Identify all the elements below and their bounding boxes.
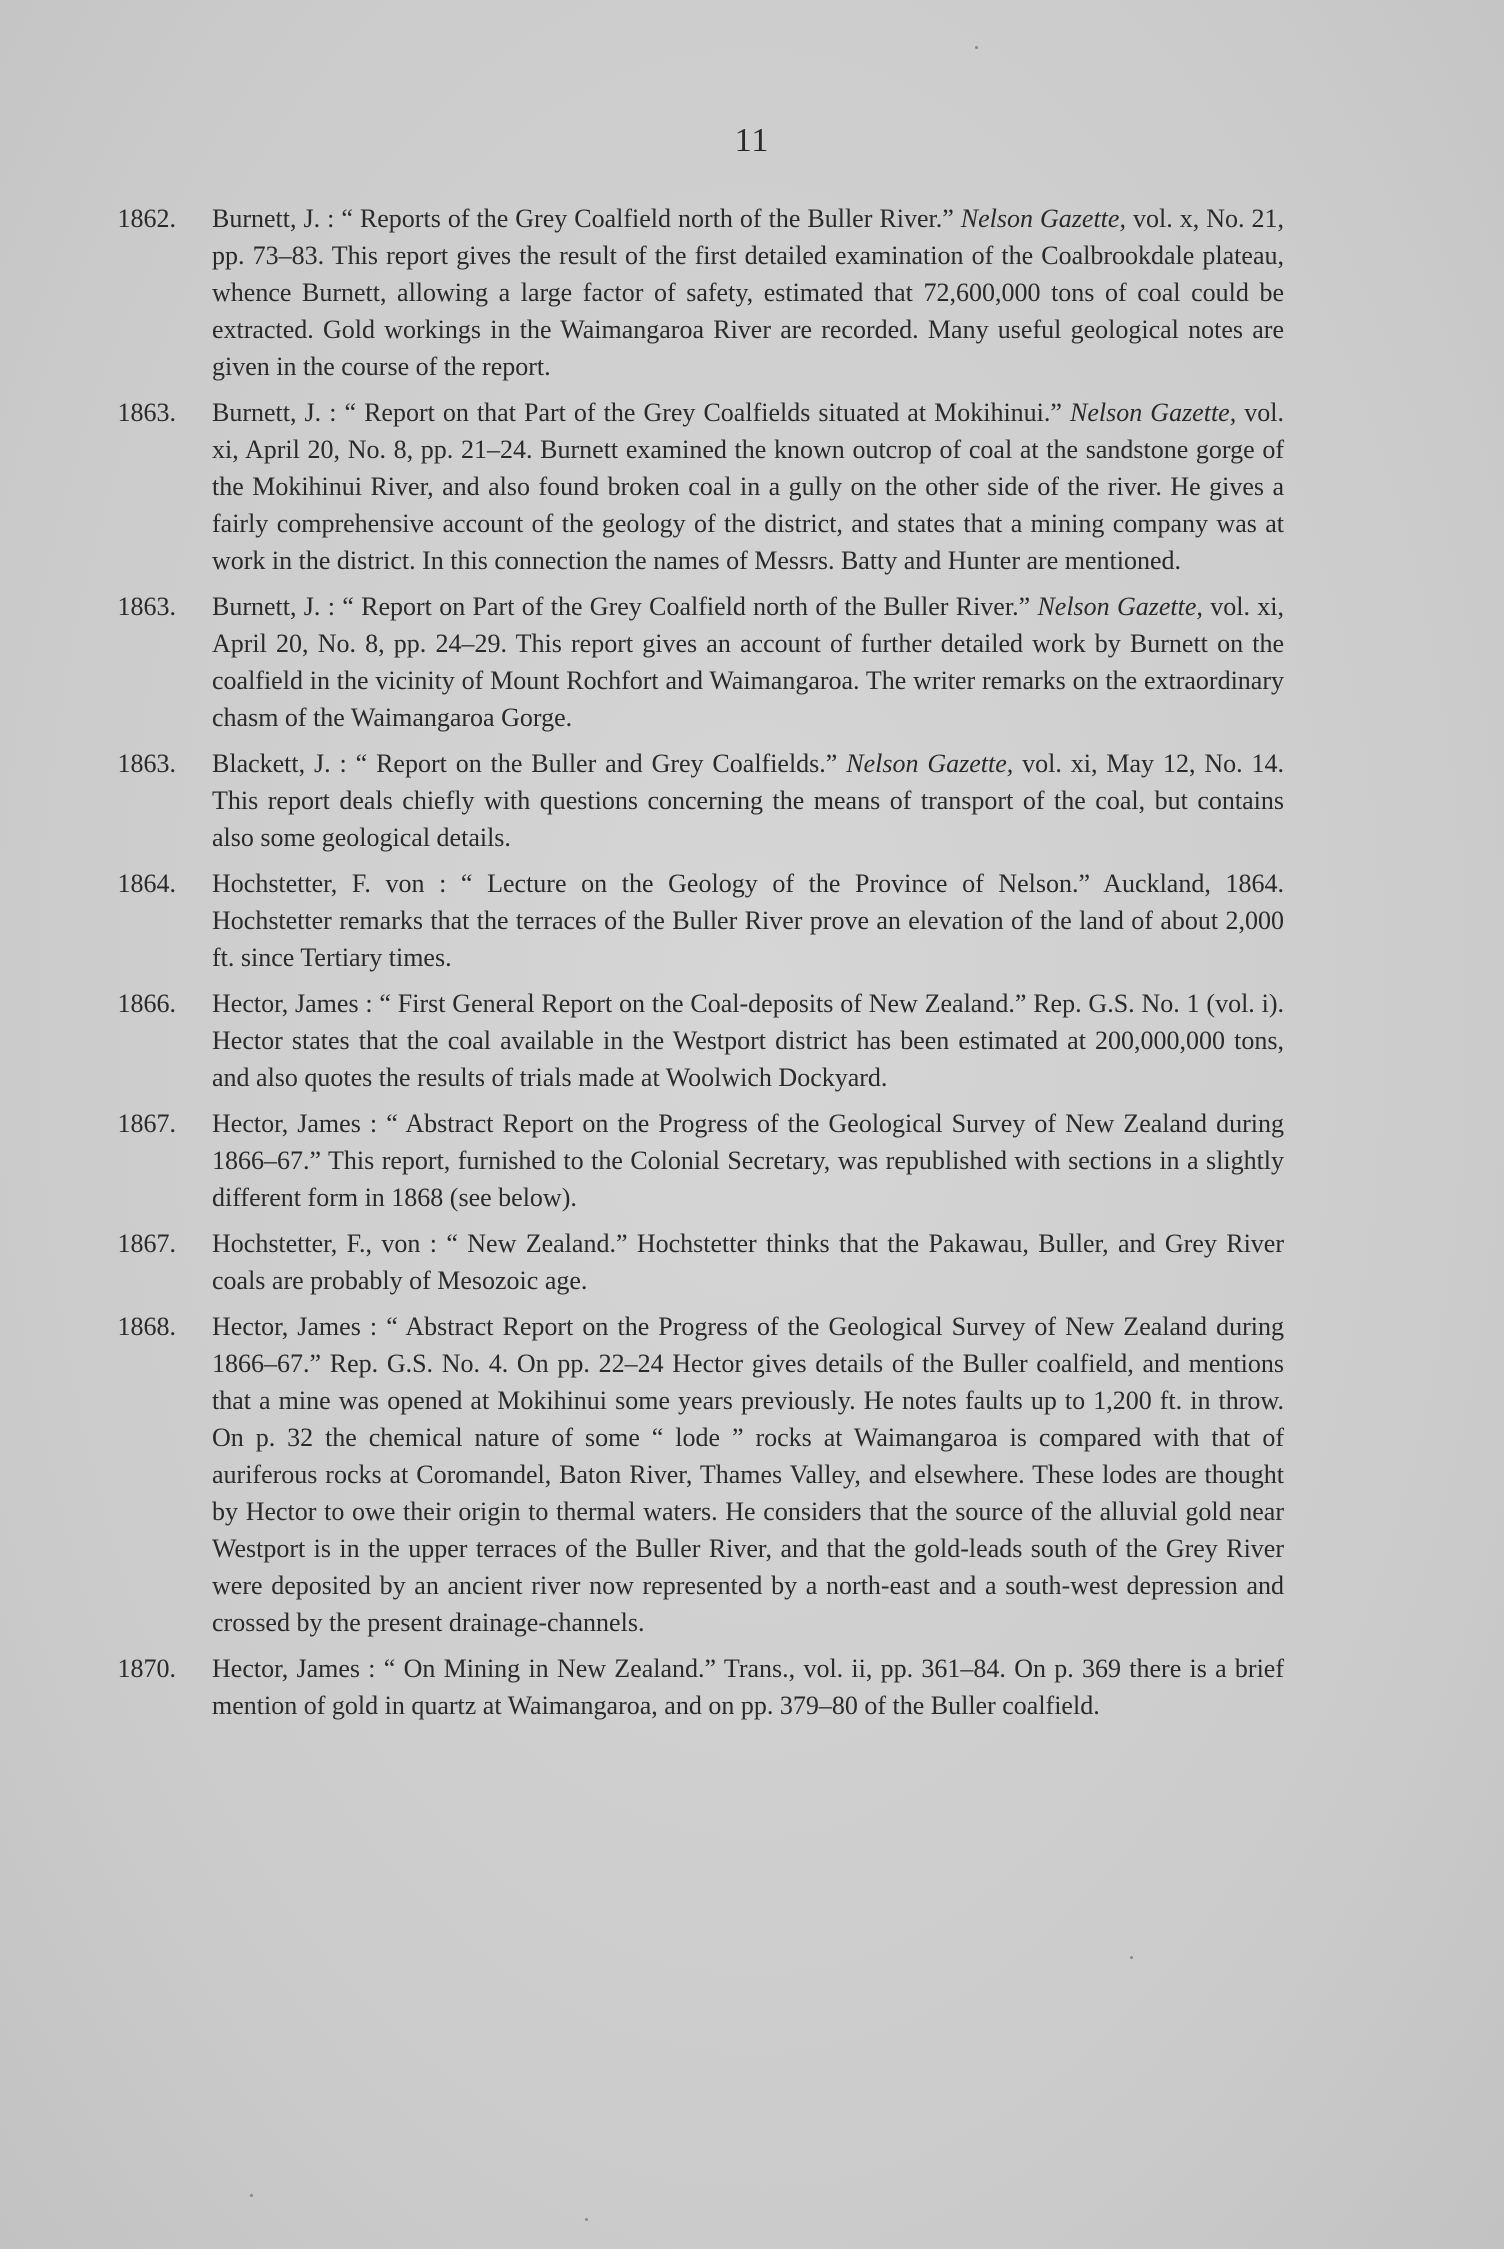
entry-year: 1867.: [117, 1109, 176, 1138]
entry-journal: Nelson Gazette,: [960, 204, 1126, 233]
entry-lead: Hochstetter, F. von : “ Lecture on the Geology of the Province of Nelson.”: [212, 869, 1091, 898]
entry-body: vol. xi, May 12, No. 14. This report deals chiefly with questions concerning the means of transport of the coal, but contains also some geological details.: [212, 749, 1284, 852]
entry-body: This report, furnished to the Colonial Secretary, was republished with sections in a slightly different form in 1868 (see below).: [212, 1146, 1285, 1212]
entry-lead: Burnett, J. : “ Report on that Part of the Grey Coalfields situated at Mokihinui.”: [212, 398, 1062, 427]
entry-lead: Blackett, J. : “ Report on the Buller and Grey Coalfields.”: [212, 749, 838, 778]
entry-year: 1867.: [117, 1229, 176, 1258]
bibliography-entry: [92, 1308, 1284, 1641]
entry-lead: Hector, James : “ On Mining in New Zealand.”: [212, 1654, 717, 1683]
entry-lead: Burnett, J. : “ Report on Part of the Grey Coalfield north of the Buller River.”: [212, 592, 1031, 621]
bibliography-entry: [92, 745, 1284, 856]
entry-journal: Nelson Gazette,: [1037, 592, 1203, 621]
paper-speck: [250, 2194, 253, 2197]
entry-body: Hochstetter thinks that the Pakawau, Buller, and Grey River coals are probably of Mesozoic age.: [212, 1229, 1285, 1295]
paper-speck: [1130, 1956, 1133, 1959]
entry-journal: Nelson Gazette,: [1070, 398, 1237, 427]
entry-year: 1863.: [117, 398, 176, 427]
entry-body: vol. x, No. 21, pp. 73–83. This report gives the result of the first detailed examination of the Coalbrookdale plateau, whence Burnett, allowing a large factor of safety, estimated that 72,600,000 tons of coal could be extracted. Gold workings in the Waimangaroa River are recorded. Many useful geological notes are given in the course of the report.: [212, 204, 1285, 381]
entry-body: Trans., vol. ii, pp. 361–84. On p. 369 there is a brief mention of gold in quartz at Waimangaroa, and on pp. 379–80 of the Buller coalfield.: [212, 1654, 1285, 1720]
bibliography-entry: [92, 1650, 1284, 1724]
entry-lead: Hochstetter, F., von : “ New Zealand.”: [212, 1229, 628, 1258]
entry-year: 1863.: [117, 749, 176, 778]
paper-speck: [975, 46, 978, 49]
bibliography-entry: [92, 394, 1284, 579]
bibliography-entry: [92, 1105, 1284, 1216]
entry-lead: Hector, James : “ First General Report on the Coal-deposits of New Zealand.”: [212, 989, 1027, 1018]
bibliography-entry: [92, 985, 1284, 1096]
entry-year: 1863.: [117, 592, 176, 621]
entry-year: 1868.: [117, 1312, 176, 1341]
bibliography-entry: [92, 200, 1284, 385]
bibliography-list: [92, 200, 1284, 1733]
entry-year: 1862.: [117, 204, 176, 233]
entry-lead: Hector, James : “ Abstract Report on the Progress of the Geological Survey of New Zealand during 1866–67.”: [212, 1312, 1284, 1378]
bibliography-entry: [92, 865, 1284, 976]
entry-year: 1870.: [117, 1654, 176, 1683]
entry-body: vol. xi, April 20, No. 8, pp. 21–24. Burnett examined the known outcrop of coal at the sandstone gorge of the Mokihinui River, and also found broken coal in a gully on the other side of the river. He gives a fairly comprehensive account of the geology of the district, and states that a mining company was at work in the district. In this connection the names of Messrs. Batty and Hunter are mentioned.: [212, 398, 1285, 575]
entry-body: Auckland, 1864. Hochstetter remarks that the terraces of the Buller River prove an elevation of the land of about 2,000 ft. since Tertiary times.: [212, 869, 1284, 972]
entry-year: 1864.: [117, 869, 176, 898]
paper-speck: [585, 2218, 588, 2221]
entry-lead: Burnett, J. : “ Reports of the Grey Coalfield north of the Buller River.”: [212, 204, 954, 233]
entry-body: Rep. G.S. No. 1 (vol. i). Hector states that the coal available in the Westport district has been estimated at 200,000,000 tons, and also quotes the results of trials made at Woolwich Dockyard.: [212, 989, 1284, 1092]
page-number: 11: [734, 122, 770, 159]
entry-lead: Hector, James : “ Abstract Report on the Progress of the Geological Survey of New Zealand during 1866–67.”: [212, 1109, 1284, 1175]
entry-journal: Nelson Gazette,: [846, 749, 1014, 778]
bibliography-entry: [92, 1225, 1284, 1299]
entry-body: vol. xi, April 20, No. 8, pp. 24–29. This report gives an account of further detailed work by Burnett on the coalfield in the vicinity of Mount Rochfort and Waimangaroa. The writer remarks on the extraordinary chasm of the Waimangaroa Gorge.: [212, 592, 1285, 732]
entry-year: 1866.: [117, 989, 176, 1018]
entry-body: Rep. G.S. No. 4. On pp. 22–24 Hector gives details of the Buller coalfield, and mentions that a mine was opened at Mokihinui some years previously. He notes faults up to 1,200 ft. in throw. On p. 32 the chemical nature of some “ lode ” rocks at Waimangaroa is compared with that of auriferous rocks at Coromandel, Baton River, Thames Valley, and elsewhere. These lodes are thought by Hector to owe their origin to thermal waters. He considers that the source of the alluvial gold near Westport is in the upper terraces of the Buller River, and that the gold-leads south of the Grey River were deposited by an ancient river now represented by a north-east and a south-west depression and crossed by the present drainage-channels.: [212, 1349, 1285, 1637]
bibliography-entry: [92, 588, 1284, 736]
